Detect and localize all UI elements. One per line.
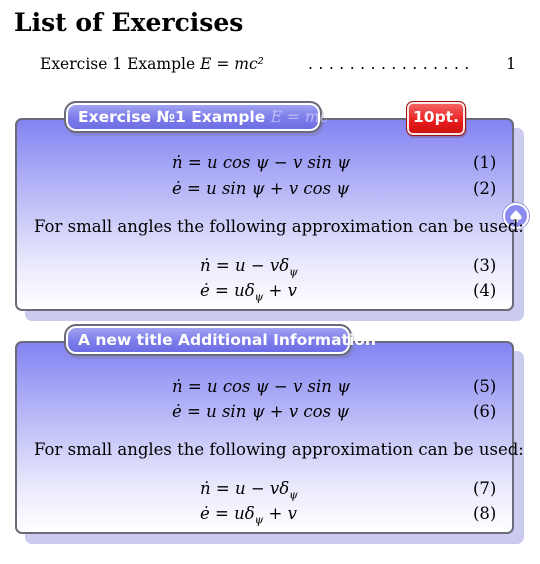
toc-entry[interactable] bbox=[40, 53, 516, 75]
equation-number-1: (1) bbox=[473, 153, 497, 172]
toc-entry-math: E = mc² bbox=[200, 55, 264, 73]
toc-page-number: 1 bbox=[506, 55, 516, 73]
toc-entry-label: Exercise 1 Example E = mc² bbox=[40, 55, 264, 73]
info-box-title: A new title Additional Information bbox=[64, 324, 352, 356]
equation-4: ė = $u\delta_\psi + v$ bbox=[200, 281, 297, 304]
equation-8: ė = $u\delta_\psi + v$ bbox=[200, 504, 297, 527]
toc-leader-dots: ................ bbox=[308, 55, 475, 73]
equation-number-5: (5) bbox=[473, 377, 497, 396]
approximation-paragraph: For small angles the following approximation can be used: bbox=[34, 217, 524, 236]
approximation-paragraph-2: For small angles the following approximation can be used: bbox=[34, 440, 524, 459]
equation-number-8: (8) bbox=[473, 504, 497, 523]
equation-1: ṅ = u cos ψ − v sin ψ bbox=[172, 153, 351, 172]
equation-number-2: (2) bbox=[473, 179, 497, 198]
exercise-box-title: Exercise №1 Example E = mc² bbox=[64, 101, 322, 133]
equation-6: ė = u sin ψ + v cos ψ bbox=[172, 402, 350, 421]
equation-number-4: (4) bbox=[473, 281, 497, 300]
points-badge: 10pt. bbox=[406, 101, 466, 136]
equation-number-6: (6) bbox=[473, 402, 497, 421]
equation-3: ṅ = $u - v\delta_\psi$ bbox=[200, 256, 298, 279]
equation-number-7: (7) bbox=[473, 479, 497, 498]
page-title: List of Exercises bbox=[14, 8, 244, 37]
equation-5: ṅ = u cos ψ − v sin ψ bbox=[172, 377, 351, 396]
equation-number-3: (3) bbox=[473, 256, 497, 275]
equation-2: ė = u sin ψ + v cos ψ bbox=[172, 179, 350, 198]
equation-7: ṅ = $u - v\delta_\psi$ bbox=[200, 479, 298, 502]
